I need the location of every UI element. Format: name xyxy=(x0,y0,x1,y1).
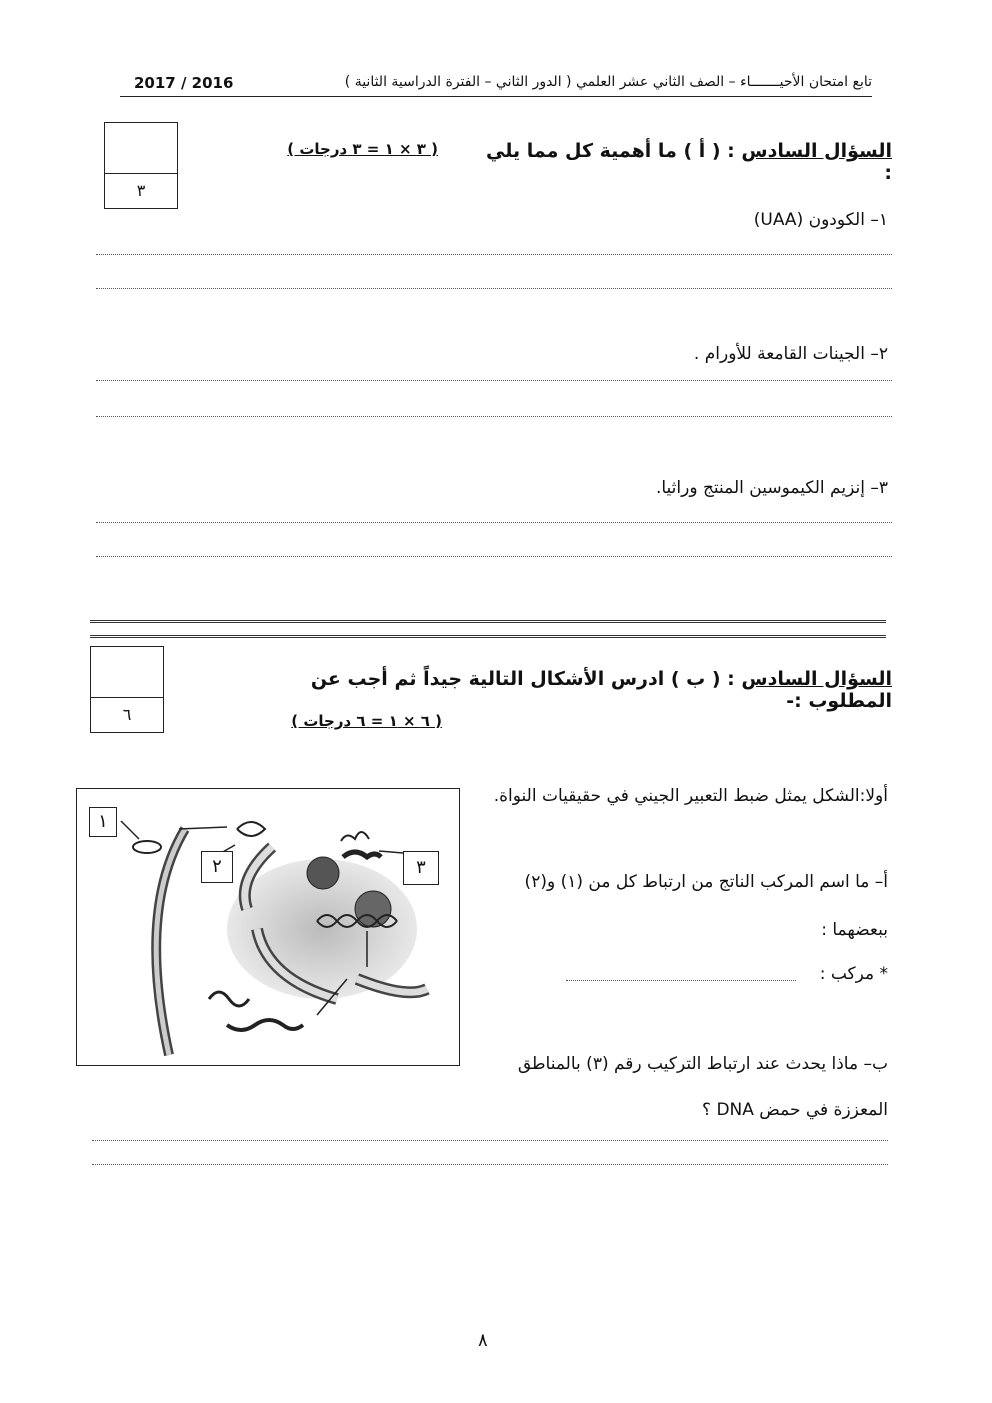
q6b-part-a-line2: ببعضهما : xyxy=(821,920,888,940)
structure-3 xyxy=(343,852,381,857)
score-box-max: ٣ xyxy=(136,181,146,200)
q6a-title-rest: : ( أ ) ما أهمية كل مما يلي : xyxy=(486,140,892,184)
answer-line[interactable] xyxy=(96,254,892,255)
mrna-product xyxy=(209,992,249,1006)
header-divider xyxy=(120,96,872,97)
answer-line[interactable] xyxy=(96,556,892,557)
q6a-title-label: السؤال السادس xyxy=(741,140,892,162)
q6a-item-2: ٢– الجينات القامعة للأورام . xyxy=(693,344,888,364)
score-box-q6a xyxy=(104,122,178,209)
answer-line[interactable] xyxy=(92,1164,888,1165)
figure-label-1: ١ xyxy=(89,807,117,837)
q6b-part-a-line1: أ– ما اسم المركب الناتج من ارتباط كل من (١) و(٢) xyxy=(524,872,888,892)
exam-header xyxy=(120,70,872,98)
answer-line[interactable] xyxy=(566,980,796,981)
transcription-factor xyxy=(355,891,391,927)
score-box-q6b xyxy=(90,646,164,733)
q6a-item-3: ٣– إنزيم الكيموسين المنتج وراثيا. xyxy=(655,478,888,498)
exam-header-text: تابع امتحان الأحيـــــــاء – الصف الثاني عشر العلمي ( الدور الثاني – الفترة الدراسية الثانية ) xyxy=(344,74,872,90)
figure-label-2: ٢ xyxy=(201,851,233,883)
score-box-max: ٦ xyxy=(122,705,132,724)
section-separator xyxy=(90,620,886,638)
answer-line[interactable] xyxy=(96,288,892,289)
answer-line[interactable] xyxy=(96,522,892,523)
protein-complex xyxy=(307,857,339,889)
signal-molecule-1 xyxy=(133,841,161,853)
q6a-item-1: ١– الكودون (UAA) xyxy=(753,210,888,230)
answer-line[interactable] xyxy=(92,1140,888,1141)
cell-diagram xyxy=(77,789,459,1065)
q6a-marks: ( ٣ × ١ = ٣ درجات ) xyxy=(287,140,438,158)
q6b-marks: ( ٦ × ١ = ٦ درجات ) xyxy=(291,712,442,730)
gene-expression-figure xyxy=(76,788,460,1066)
arrow xyxy=(179,827,227,829)
answer-line[interactable] xyxy=(96,416,892,417)
q6b-part-a-answer-label: * مركب : xyxy=(819,964,888,984)
q6b-part-b-line1: ب– ماذا يحدث عند ارتباط التركيب رقم (٣) بالمناطق xyxy=(517,1054,888,1074)
q6b-title-rest: : ( ب ) ادرس الأشكال التالية جيداً ثم أجب عن المطلوب :- xyxy=(310,668,892,712)
arrow xyxy=(121,821,139,839)
score-box-empty-cell[interactable] xyxy=(105,123,177,174)
protein-product xyxy=(227,1020,303,1030)
page-number: ٨ xyxy=(478,1330,488,1351)
q6b-title xyxy=(272,668,892,712)
figure-label-3: ٣ xyxy=(403,851,439,885)
receptor-2 xyxy=(237,822,265,836)
q6a-title xyxy=(472,140,892,184)
q6b-title-label: السؤال السادس xyxy=(741,668,892,690)
arrow xyxy=(379,851,403,853)
score-box-empty-cell[interactable] xyxy=(91,647,163,698)
answer-line[interactable] xyxy=(96,380,892,381)
fork-molecule xyxy=(341,832,369,841)
q6b-intro: أولا:الشكل يمثل ضبط التعبير الجيني في حقيقيات النواة. xyxy=(493,786,888,806)
exam-year: 2017 / 2016 xyxy=(134,74,234,92)
q6b-part-b-line2: المعززة في حمض DNA ؟ xyxy=(702,1100,888,1120)
